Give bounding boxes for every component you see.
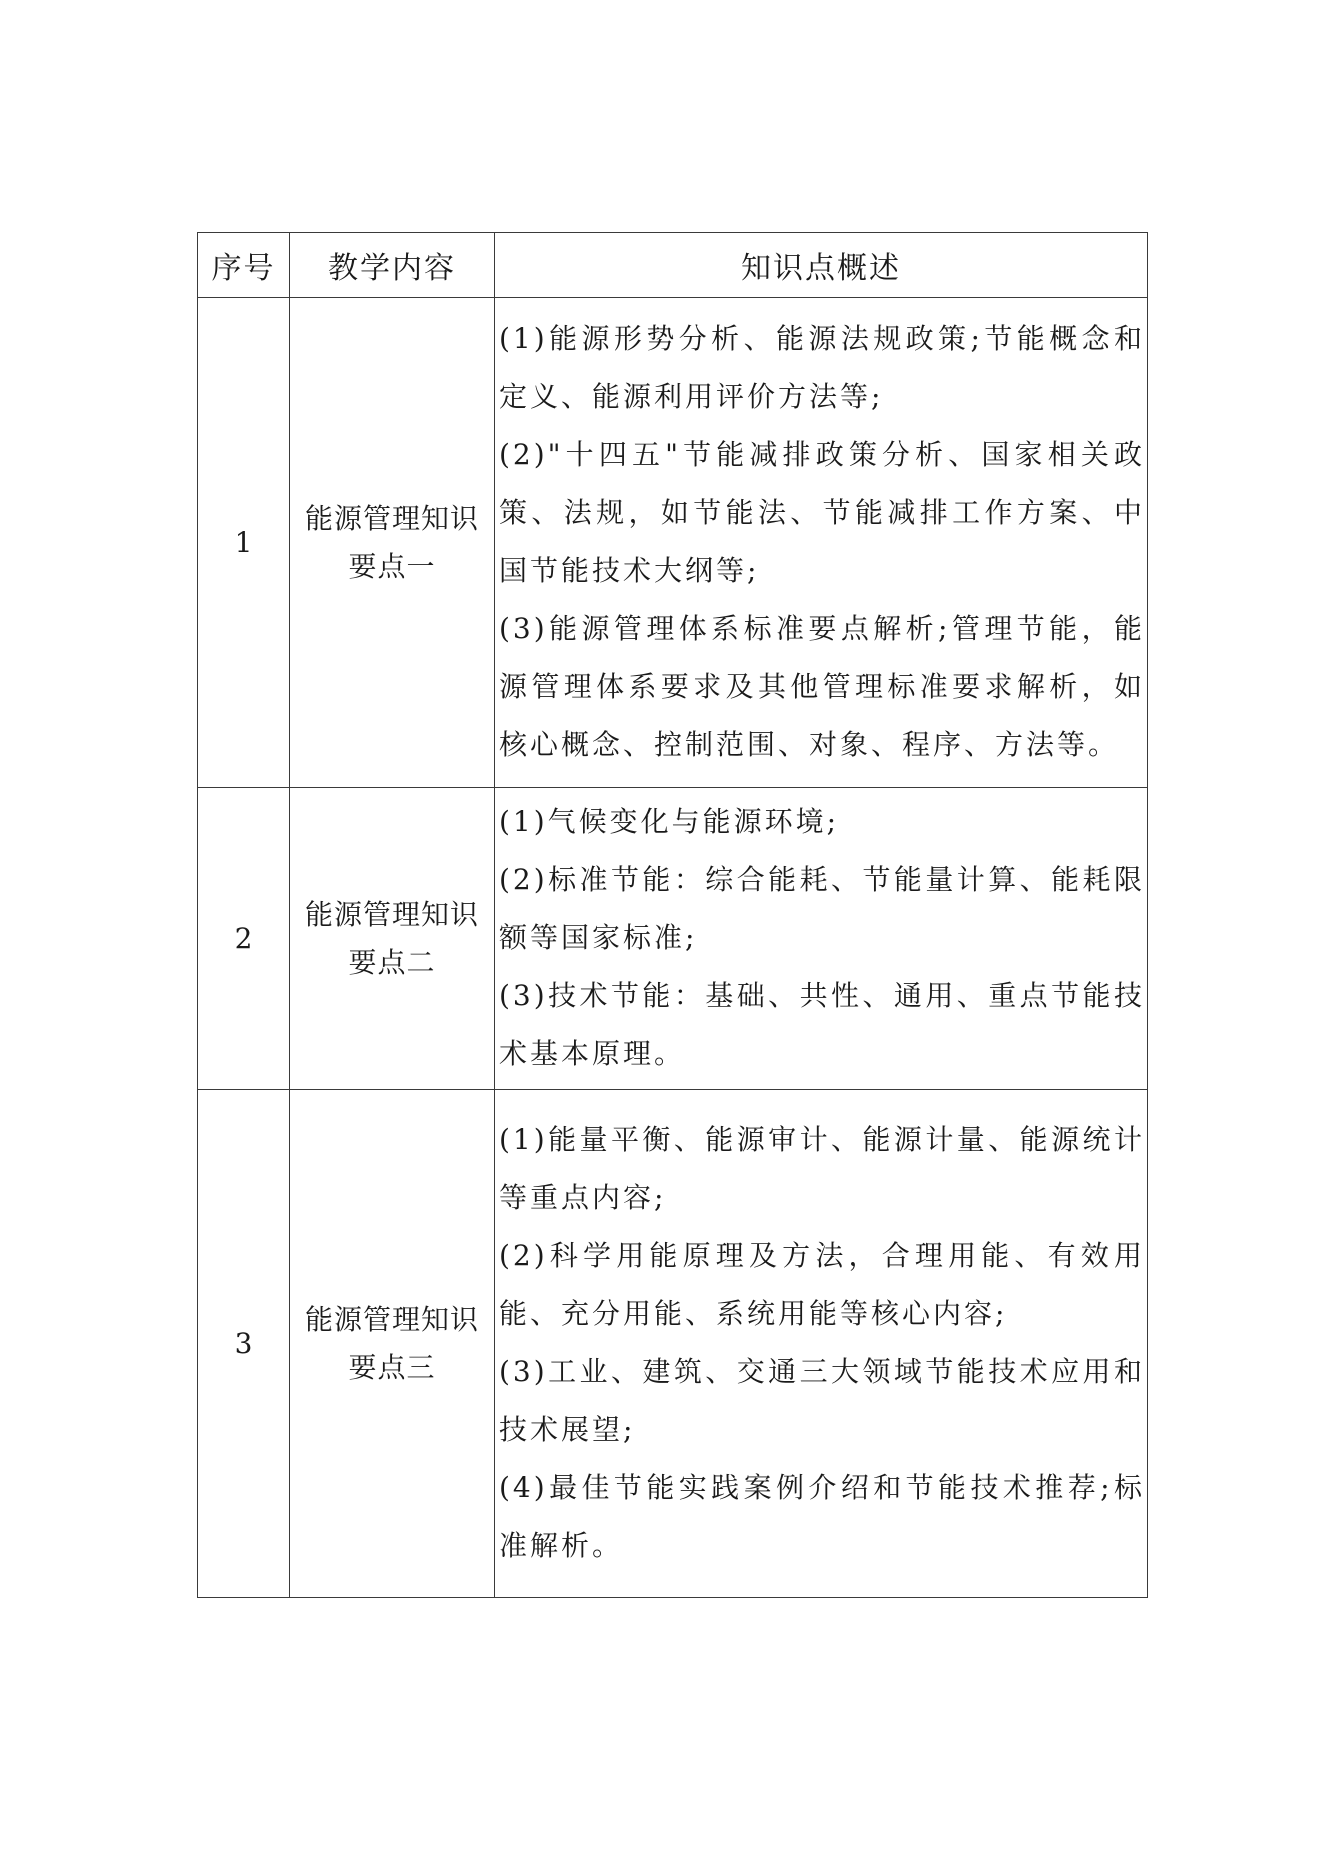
- topic-line: 要点二: [348, 945, 436, 979]
- header-index: 序号: [198, 233, 290, 298]
- row-summary: [495, 298, 1148, 788]
- summary-item: (4)最佳节能实践案例介绍和节能技术推荐;标准解析。: [499, 1470, 1145, 1562]
- summary-item: (2)"十四五"节能减排政策分析、国家相关政策、法规，如节能法、节能减排工作方案、中国节能技术大纲等;: [499, 437, 1145, 587]
- table-row: [198, 788, 1148, 1090]
- summary-item: (1)能量平衡、能源审计、能源计量、能源统计等重点内容;: [499, 1122, 1145, 1214]
- table-header-row: [198, 233, 1148, 298]
- summary-item: (1)能源形势分析、能源法规政策;节能概念和定义、能源利用评价方法等;: [499, 321, 1145, 413]
- topic-line: 能源管理知识: [304, 1302, 479, 1336]
- header-summary: 知识点概述: [495, 233, 1148, 298]
- row-topic: [290, 788, 495, 1090]
- topic-line: 能源管理知识: [304, 897, 479, 931]
- topic-line: 能源管理知识: [304, 501, 479, 535]
- summary-item: (3)能源管理体系标准要点解析;管理节能，能源管理体系要求及其他管理标准要求解析，如核心概念、控制范围、对象、程序、方法等。: [499, 611, 1145, 761]
- row-index: 2: [198, 788, 290, 1090]
- summary-item: (2)科学用能原理及方法，合理用能、有效用能、充分用能、系统用能等核心内容;: [499, 1238, 1145, 1330]
- topic-line: 要点一: [348, 549, 436, 583]
- summary-item: (3)技术节能：基础、共性、通用、重点节能技术基本原理。: [499, 978, 1145, 1070]
- table-row: [198, 1090, 1148, 1598]
- knowledge-table: [197, 232, 1148, 1598]
- topic-line: 要点三: [348, 1350, 436, 1384]
- row-summary: [495, 1090, 1148, 1598]
- row-topic: [290, 1090, 495, 1598]
- row-summary: [495, 788, 1148, 1090]
- table-row: [198, 298, 1148, 788]
- row-index: 1: [198, 298, 290, 788]
- summary-item: (2)标准节能：综合能耗、节能量计算、能耗限额等国家标准;: [499, 862, 1145, 954]
- header-content: 教学内容: [290, 233, 495, 298]
- summary-item: (1)气候变化与能源环境;: [499, 804, 840, 838]
- row-topic: [290, 298, 495, 788]
- summary-item: (3)工业、建筑、交通三大领域节能技术应用和技术展望;: [499, 1354, 1145, 1446]
- row-index: 3: [198, 1090, 290, 1598]
